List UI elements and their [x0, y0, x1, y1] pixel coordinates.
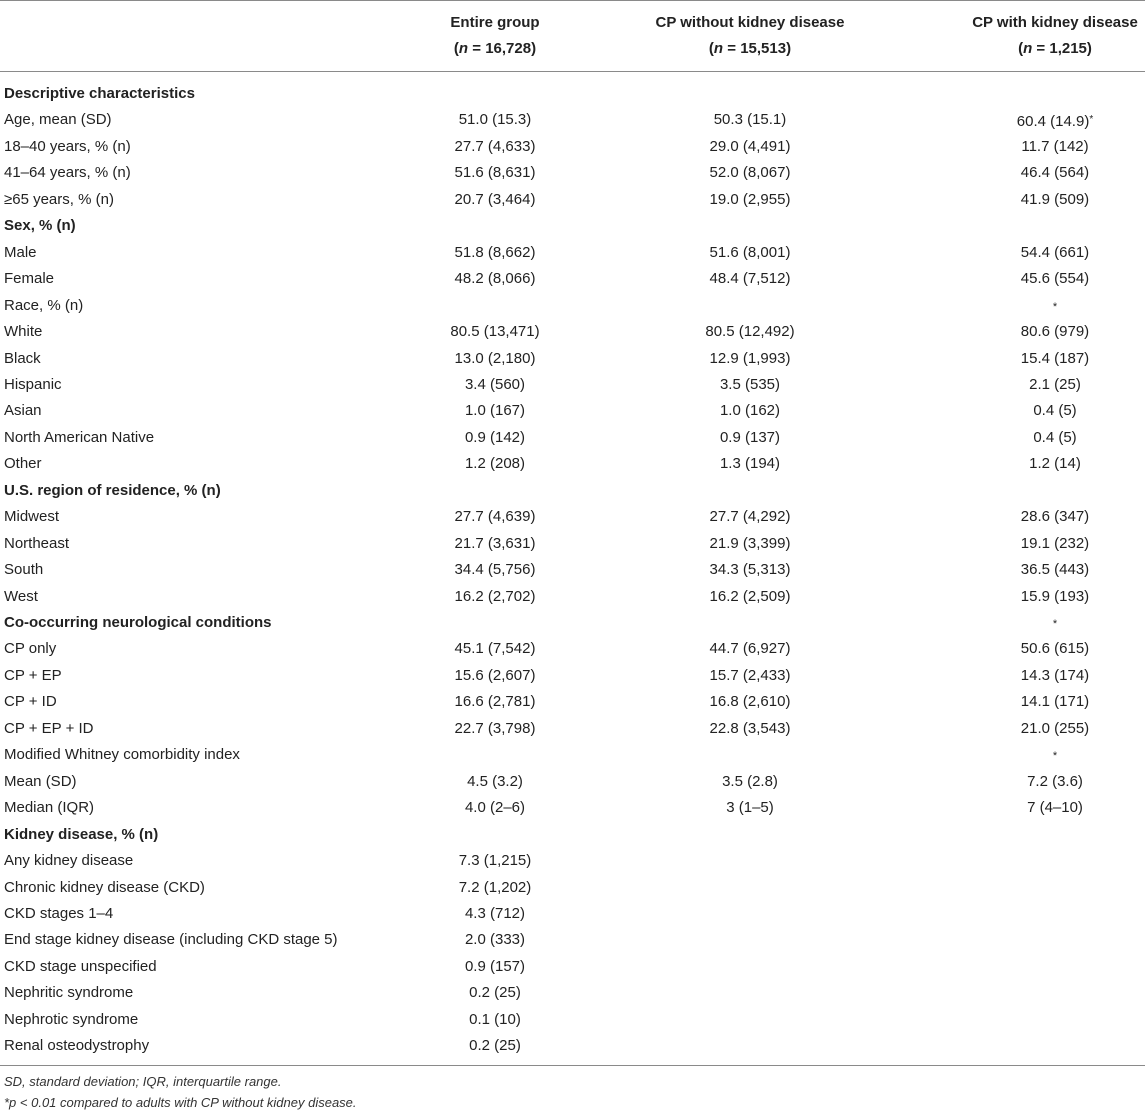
significance-marker: *	[1052, 300, 1058, 313]
footnote-abbreviations: SD, standard deviation; IQR, interquartile range.	[4, 1074, 282, 1089]
row-label: Median (IQR)	[4, 799, 95, 817]
table-row	[0, 716, 1145, 742]
row-label: Mean (SD)	[4, 772, 77, 790]
significance-marker: *	[1052, 750, 1058, 763]
cell-c1: 7.3 (1,215)	[458, 852, 532, 870]
table-row	[0, 954, 1145, 980]
section-row	[0, 610, 1145, 636]
cell-c1: 0.1 (10)	[469, 1010, 521, 1028]
cell-c1: 3.4 (560)	[464, 375, 526, 393]
cell-c2: 44.7 (6,927)	[709, 640, 791, 658]
cell-c3: 46.4 (564)	[1020, 164, 1090, 182]
table-row	[0, 1033, 1145, 1059]
table-row	[0, 531, 1145, 557]
row-label: ≥65 years, % (n)	[4, 190, 114, 208]
cell-c3: 41.9 (509)	[1020, 190, 1090, 208]
row-label: Male	[4, 243, 37, 261]
row-label: U.S. region of residence, % (n)	[4, 481, 221, 499]
row-label: Age, mean (SD)	[4, 111, 112, 129]
cell-c2: 15.7 (2,433)	[709, 666, 791, 684]
cell-c3: 15.9 (193)	[1020, 587, 1090, 605]
cell-c1: 0.2 (25)	[469, 984, 521, 1002]
cell-c2: 12.9 (1,993)	[709, 349, 791, 367]
row-label: Midwest	[4, 508, 60, 526]
header-title: CP without kidney disease	[655, 14, 845, 31]
cell-c1: 0.2 (25)	[469, 1037, 521, 1055]
cell-c3: 7 (4–10)	[1027, 799, 1083, 817]
row-label: Descriptive characteristics	[4, 85, 195, 102]
row-label: Black	[4, 349, 41, 367]
table-row	[0, 160, 1145, 186]
header-entire-group: Entire group (n = 16,728)	[450, 14, 540, 57]
cell-c2: 3.5 (535)	[719, 375, 781, 393]
cell-c3: 14.1 (171)	[1020, 693, 1090, 711]
cell-c1: 27.7 (4,633)	[454, 137, 536, 155]
table-row	[0, 346, 1145, 372]
row-label: CP + EP + ID	[4, 719, 94, 737]
row-label: South	[4, 561, 44, 579]
cell-c2: 1.0 (162)	[719, 402, 781, 420]
row-label: Sex, % (n)	[4, 217, 76, 235]
cell-c1: 34.4 (5,756)	[454, 561, 536, 579]
table-row	[0, 1007, 1145, 1033]
row-label: Renal osteodystrophy	[4, 1037, 150, 1055]
cell-c1: 21.7 (3,631)	[454, 534, 536, 552]
cell-c2: 16.2 (2,509)	[709, 587, 791, 605]
cell-c1: 4.0 (2–6)	[464, 799, 526, 817]
table-row	[0, 689, 1145, 715]
cell-c1: 27.7 (4,639)	[454, 508, 536, 526]
row-label: End stage kidney disease (including CKD stage 5)	[4, 931, 338, 949]
row-label: Co-occurring neurological conditions	[4, 614, 272, 631]
row-label: 41–64 years, % (n)	[4, 164, 131, 182]
row-label: CP only	[4, 640, 57, 658]
cell-c2: 3 (1–5)	[726, 799, 774, 817]
cell-c3: 14.3 (174)	[1020, 666, 1090, 684]
row-label: Chronic kidney disease (CKD)	[4, 878, 205, 896]
cell-c2: 27.7 (4,292)	[709, 508, 791, 526]
cell-c2: 22.8 (3,543)	[709, 719, 791, 737]
table-row	[0, 742, 1145, 768]
cell-c1: 1.0 (167)	[464, 402, 526, 420]
cell-c3: 36.5 (443)	[1020, 561, 1090, 579]
section-row	[0, 81, 1145, 107]
row-label: CKD stages 1–4	[4, 904, 114, 922]
cell-c3: 2.1 (25)	[1029, 375, 1081, 393]
table-row	[0, 319, 1145, 345]
cell-c3	[955, 610, 1145, 637]
row-label: Other	[4, 455, 42, 473]
cell-c2: 52.0 (8,067)	[709, 164, 791, 182]
footnote-significance: *p < 0.01 compared to adults with CP without kidney disease.	[4, 1095, 357, 1110]
row-label: 18–40 years, % (n)	[4, 137, 131, 155]
cell-c2: 21.9 (3,399)	[709, 534, 791, 552]
cell-c2: 16.8 (2,610)	[709, 693, 791, 711]
cell-c1: 48.2 (8,066)	[454, 270, 536, 288]
table-row	[0, 663, 1145, 689]
table-row	[0, 293, 1145, 319]
table-row	[0, 134, 1145, 160]
cell-c1: 20.7 (3,464)	[454, 190, 536, 208]
row-label: CP + ID	[4, 693, 57, 711]
cell-c1: 4.5 (3.2)	[467, 772, 523, 790]
cell-c3: 21.0 (255)	[1020, 719, 1090, 737]
table-row	[0, 240, 1145, 266]
row-label: Race, % (n)	[4, 296, 84, 314]
cell-c1: 51.6 (8,631)	[454, 164, 536, 182]
cell-c2: 51.6 (8,001)	[709, 243, 791, 261]
cell-c3	[955, 742, 1145, 769]
row-label: North American Native	[4, 428, 155, 446]
cell-c2: 48.4 (7,512)	[709, 270, 791, 288]
header-title: CP with kidney disease	[972, 14, 1138, 31]
significance-marker: *	[1089, 114, 1094, 126]
table-row	[0, 398, 1145, 424]
cell-c3: 45.6 (554)	[1020, 270, 1090, 288]
header-rule	[0, 71, 1145, 72]
header-cp-with-kidney: CP with kidney disease (n = 1,215)	[972, 14, 1138, 57]
cell-c1: 45.1 (7,542)	[454, 640, 536, 658]
cell-c1: 4.3 (712)	[464, 904, 526, 922]
cell-c3: 11.7 (142)	[1021, 137, 1089, 155]
cell-c2: 1.3 (194)	[719, 455, 781, 473]
table-top-rule	[0, 0, 1145, 1]
cell-c2: 34.3 (5,313)	[709, 561, 791, 579]
header-cp-without-kidney: CP without kidney disease (n = 15,513)	[655, 14, 845, 57]
table-row	[0, 107, 1145, 133]
cell-c3: 1.2 (14)	[1029, 455, 1081, 473]
table-row	[0, 769, 1145, 795]
cell-c3: 60.4 (14.9)*	[1016, 113, 1094, 131]
cell-c1: 15.6 (2,607)	[454, 666, 536, 684]
cell-c1: 51.0 (15.3)	[458, 111, 532, 129]
row-label: White	[4, 323, 43, 341]
row-label: Asian	[4, 402, 42, 420]
cell-c3	[955, 293, 1145, 320]
table-row	[0, 795, 1145, 821]
cell-c1: 16.6 (2,781)	[454, 693, 536, 711]
table-row	[0, 504, 1145, 530]
table-row	[0, 875, 1145, 901]
cell-c3: 0.4 (5)	[1033, 402, 1077, 420]
cell-c3: 15.4 (187)	[1020, 349, 1090, 367]
table-row	[0, 266, 1145, 292]
table-row	[0, 980, 1145, 1006]
row-label: Female	[4, 270, 55, 288]
cell-c3: 28.6 (347)	[1020, 508, 1090, 526]
table-row	[0, 927, 1145, 953]
cell-c3: 54.4 (661)	[1020, 243, 1090, 261]
row-label: Hispanic	[4, 375, 62, 393]
row-label: Nephrotic syndrome	[4, 1010, 139, 1028]
table-row	[0, 187, 1145, 213]
header-title: Entire group	[450, 14, 540, 31]
cell-c2: 19.0 (2,955)	[709, 190, 791, 208]
cell-c1: 7.2 (1,202)	[458, 878, 532, 896]
row-label: Any kidney disease	[4, 852, 134, 870]
cell-c3: 0.4 (5)	[1033, 428, 1077, 446]
cell-c3: 80.6 (979)	[1020, 323, 1090, 341]
table-row	[0, 584, 1145, 610]
cell-c1: 22.7 (3,798)	[454, 719, 536, 737]
table-row	[0, 451, 1145, 477]
significance-marker: *	[1052, 618, 1058, 630]
cell-c2: 0.9 (137)	[719, 428, 781, 446]
section-row	[0, 213, 1145, 239]
table-row	[0, 425, 1145, 451]
cell-c2: 3.5 (2.8)	[722, 772, 778, 790]
row-label: Northeast	[4, 534, 70, 552]
row-label: CKD stage unspecified	[4, 957, 157, 975]
cell-c1: 51.8 (8,662)	[454, 243, 536, 261]
cell-c2: 80.5 (12,492)	[705, 323, 795, 341]
row-label: West	[4, 587, 38, 605]
cell-c1: 80.5 (13,471)	[450, 323, 540, 341]
cell-c3: 7.2 (3.6)	[1027, 772, 1083, 790]
cell-c2: 50.3 (15.1)	[713, 111, 787, 129]
table-row	[0, 636, 1145, 662]
cell-c3: 50.6 (615)	[1020, 640, 1090, 658]
cell-c1: 13.0 (2,180)	[454, 349, 536, 367]
table-row	[0, 901, 1145, 927]
row-label: Modified Whitney comorbidity index	[4, 746, 240, 764]
cell-c1: 1.2 (208)	[464, 455, 526, 473]
table-row	[0, 848, 1145, 874]
table-bottom-rule	[0, 1065, 1145, 1066]
row-label: Nephritic syndrome	[4, 984, 134, 1002]
section-row	[0, 822, 1145, 848]
cell-c2: 29.0 (4,491)	[709, 137, 791, 155]
row-label: CP + EP	[4, 666, 62, 684]
row-label: Kidney disease, % (n)	[4, 825, 159, 843]
cell-c1: 0.9 (142)	[464, 428, 526, 446]
table-row	[0, 557, 1145, 583]
section-row	[0, 478, 1145, 504]
cell-c1: 0.9 (157)	[464, 957, 526, 975]
table-row	[0, 372, 1145, 398]
cell-c3: 19.1 (232)	[1020, 534, 1090, 552]
cell-c1: 2.0 (333)	[464, 931, 526, 949]
cell-c1: 16.2 (2,702)	[454, 587, 536, 605]
